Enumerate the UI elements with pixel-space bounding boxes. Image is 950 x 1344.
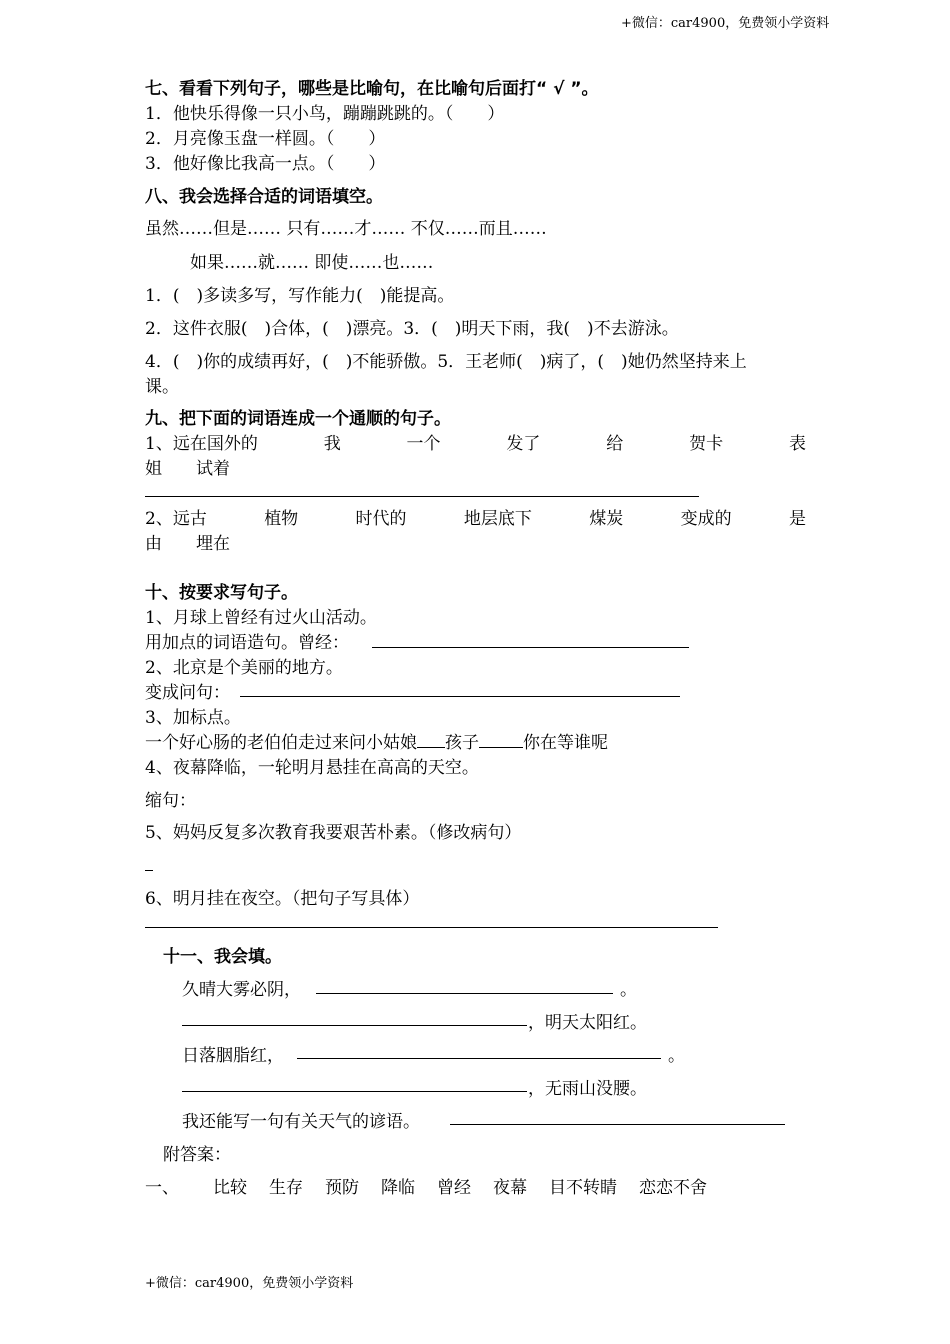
s8-question-2: 2．这件衣服( )合体，( )漂亮。3．( )明天下雨，我( )不去游泳。 [145,319,679,339]
word: 植物 [264,509,299,529]
word: 我 [323,434,341,454]
s10-line-7: 4、夜幕降临，一轮明月悬挂在高高的天空。 [145,758,479,778]
word: 表 [788,434,806,454]
answer-item: 恋恋不舍 [639,1178,707,1198]
s9-row-2 [145,504,806,529]
s10-answer-line-1[interactable] [372,647,689,648]
answer-item: 预防 [325,1178,359,1198]
word: 贺卡 [689,434,724,454]
word: 给 [606,434,624,454]
s10-line-6 [145,728,608,753]
s8-options-1: 虽然……但是…… 只有……才…… 不仅……而且…… [145,219,547,239]
s11-line-1-end: 。 [620,980,637,1000]
punctuation-blank[interactable] [479,733,523,748]
word: 是 [788,509,806,529]
s10-line-4: 变成问句： [145,683,230,703]
answer-item: 夜幕 [493,1178,527,1198]
word: 2、远古 [145,509,207,529]
punctuation-blank[interactable] [417,733,445,748]
sentence-part: 孩子 [445,733,479,753]
s11-blank-3[interactable] [297,1058,661,1059]
s11-line-3: 日落胭脂红， [182,1046,284,1066]
section-8-title: 八、我会选择合适的词语填空。 [145,187,383,207]
s10-line-1: 1、月球上曾经有过火山活动。 [145,608,377,628]
s11-line-1: 久晴大雾必阴， [182,980,301,1000]
section-11-title: 十一、我会填。 [163,947,282,967]
answer-item: 降临 [381,1178,415,1198]
word: 一个 [406,434,441,454]
sentence-part: 一个好心肠的老伯伯走过来问小姑娘 [145,733,417,753]
s11-blank-2[interactable] [182,1025,527,1026]
s7-item-2: 2．月亮像玉盘一样圆。（ ） [145,129,386,149]
answer-item: 目不转睛 [549,1178,617,1198]
s10-line-5: 3、加标点。 [145,708,241,728]
s9-answer-line-1[interactable] [145,496,699,497]
s11-line-3-end: 。 [668,1046,685,1066]
word: 试着 [196,459,230,479]
s10-line-3: 2、北京是个美丽的地方。 [145,658,343,678]
word: 埋在 [196,534,230,554]
s8-question-3-cont: 课。 [145,377,179,397]
s7-item-3: 3．他好像比我高一点。（ ） [145,154,386,174]
s9-row-1b [145,454,230,479]
section-7-title: 七、看看下列句子，哪些是比喻句，在比喻句后面打“ √ ”。 [145,79,599,99]
answer-key-row-1 [145,1173,729,1198]
s11-blank-5[interactable] [450,1124,785,1125]
s7-item-1: 1．他快乐得像一只小鸟，蹦蹦跳跳的。（ ） [145,104,505,124]
s10-answer-line-3[interactable] [145,870,153,871]
page-footer: +微信：car4900，免费领小学资料 [145,1276,354,1291]
word: 姐 [145,459,162,479]
answer-item: 比较 [213,1178,247,1198]
page-header: +微信：car4900，免费领小学资料 [621,16,830,31]
answer-item: 曾经 [437,1178,471,1198]
s10-line-8: 缩句： [145,791,196,811]
section-9-title: 九、把下面的词语连成一个通顺的句子。 [145,409,451,429]
s8-question-3: 4．( )你的成绩再好，( )不能骄傲。5．王老师( )病了，( )她仍然坚持来上 [145,352,747,372]
s11-line-2: ，明天太阳红。 [528,1013,647,1033]
s10-answer-line-2[interactable] [240,696,680,697]
word: 发了 [506,434,541,454]
section-10-title: 十、按要求写句子。 [145,583,298,603]
answer-item: 生存 [269,1178,303,1198]
s10-answer-line-4[interactable] [145,927,718,928]
sentence-part: 你在等谁呢 [523,733,608,753]
word: 由 [145,534,162,554]
s10-line-10: 6、明月挂在夜空。（把句子写具体） [145,889,420,909]
word: 地层底下 [463,509,532,529]
word: 时代的 [355,509,407,529]
s10-line-2: 用加点的词语造句。曾经： [145,633,349,653]
s11-blank-4[interactable] [182,1091,527,1092]
answer-key-title: 附答案： [163,1145,231,1165]
word: 1、远在国外的 [145,434,258,454]
word: 变成的 [680,509,732,529]
s8-question-1: 1．( )多读多写，写作能力( )能提高。 [145,286,455,306]
s9-row-2b [145,529,230,554]
s9-row-1 [145,429,806,454]
word: 煤炭 [589,509,624,529]
answer-item: 一、 [145,1178,179,1198]
s8-options-2: 如果……就…… 即使……也…… [190,253,434,273]
s11-line-4: ，无雨山没腰。 [528,1079,647,1099]
s10-line-9: 5、妈妈反复多次教育我要艰苦朴素。（修改病句） [145,823,522,843]
s11-line-5: 我还能写一句有关天气的谚语。 [182,1112,420,1132]
s11-blank-1[interactable] [316,993,613,994]
